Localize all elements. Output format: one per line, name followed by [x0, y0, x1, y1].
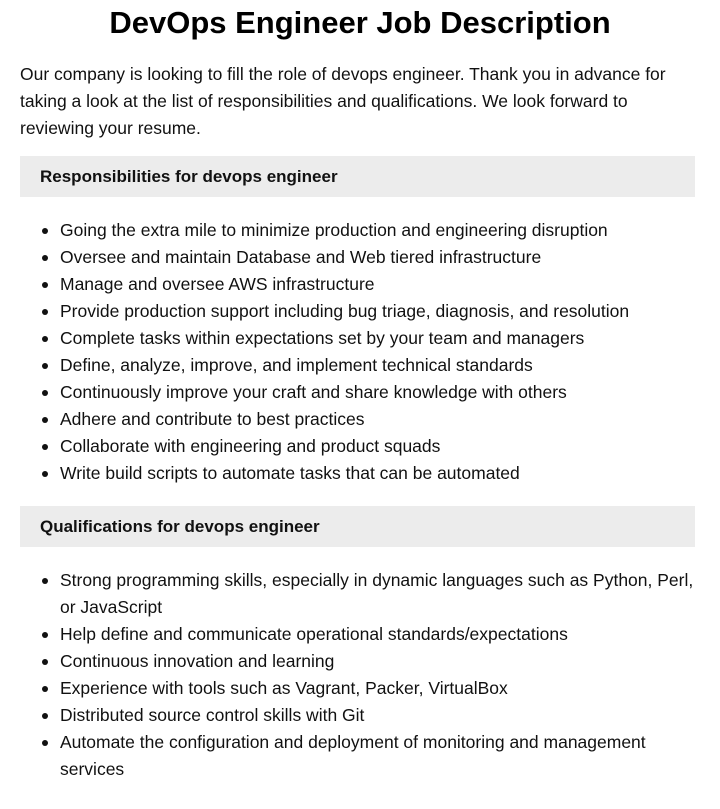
responsibilities-heading: Responsibilities for devops engineer [20, 156, 695, 197]
list-item-text: Write build scripts to automate tasks that can be automated [60, 463, 520, 483]
list-item-text: Provide production support including bug triage, diagnosis, and resolution [60, 301, 630, 321]
bullet-icon [42, 471, 48, 477]
list-item-text: Going the extra mile to minimize production and engineering disruption [60, 220, 608, 240]
bullet-icon [42, 713, 48, 719]
list-item-text: Manage and oversee AWS infrastructure [60, 274, 375, 294]
responsibilities-list [0, 217, 700, 487]
list-item [60, 217, 700, 244]
list-item [60, 648, 700, 675]
list-item-text: Collaborate with engineering and product squads [60, 436, 441, 456]
bullet-icon [42, 309, 48, 315]
list-item [60, 352, 700, 379]
bullet-icon [42, 363, 48, 369]
list-item-text: Continuous innovation and learning [60, 651, 335, 671]
qualifications-heading: Qualifications for devops engineer [20, 506, 695, 547]
bullet-icon [42, 632, 48, 638]
list-item [60, 729, 700, 783]
list-item [60, 379, 700, 406]
list-item-text: Continuously improve your craft and share knowledge with others [60, 382, 567, 402]
bullet-icon [42, 336, 48, 342]
intro-paragraph: Our company is looking to fill the role of devops engineer. Thank you in advance for taking a look at the list of responsibilities and qualifications. We look forward to reviewing your resume. [20, 64, 666, 138]
page-title: DevOps Engineer Job Description [109, 5, 611, 40]
list-item-text: Oversee and maintain Database and Web tiered infrastructure [60, 247, 542, 267]
list-item [60, 271, 700, 298]
bullet-icon [42, 659, 48, 665]
list-item [60, 325, 700, 352]
list-item-text: Adhere and contribute to best practices [60, 409, 365, 429]
list-item [60, 433, 700, 460]
bullet-icon [42, 686, 48, 692]
bullet-icon [42, 390, 48, 396]
bullet-icon [42, 228, 48, 234]
bullet-icon [42, 444, 48, 450]
bullet-icon [42, 255, 48, 261]
list-item [60, 298, 700, 325]
list-item [60, 675, 700, 702]
list-item-text: Complete tasks within expectations set by your team and managers [60, 328, 585, 348]
bullet-icon [42, 740, 48, 746]
bullet-icon [42, 578, 48, 584]
list-item-text: Define, analyze, improve, and implement technical standards [60, 355, 533, 375]
list-item [60, 244, 700, 271]
list-item [60, 702, 700, 729]
list-item-text: Help define and communicate operational standards/expectations [60, 624, 568, 644]
bullet-icon [42, 282, 48, 288]
bullet-icon [42, 417, 48, 423]
qualifications-list [0, 567, 700, 783]
list-item [60, 460, 700, 487]
list-item [60, 567, 700, 621]
list-item-text: Strong programming skills, especially in dynamic languages such as Python, Perl, or JavaScript [60, 570, 694, 617]
list-item-text: Distributed source control skills with Git [60, 705, 365, 725]
list-item [60, 406, 700, 433]
list-item [60, 621, 700, 648]
list-item-text: Experience with tools such as Vagrant, Packer, VirtualBox [60, 678, 508, 698]
list-item-text: Automate the configuration and deployment of monitoring and management services [60, 732, 646, 779]
